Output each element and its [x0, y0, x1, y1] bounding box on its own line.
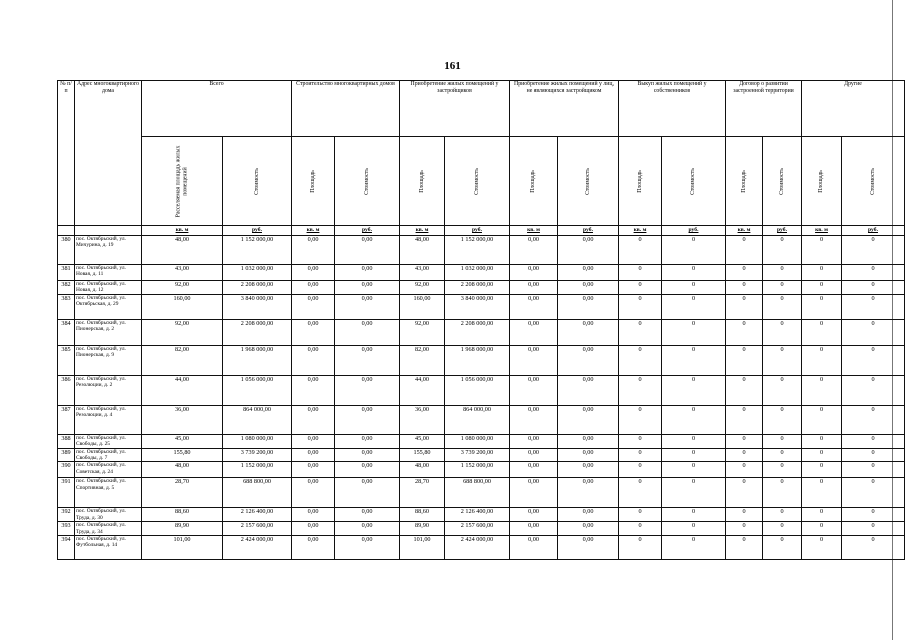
other-area: 0	[802, 281, 842, 295]
developers-area: 28,70	[400, 478, 445, 508]
total-area: 36,00	[142, 405, 223, 434]
contract-cost: 0	[763, 508, 802, 522]
contract-cost: 0	[763, 236, 802, 265]
subheader-cost: Стоимость	[763, 137, 802, 226]
buyout-area: 0	[619, 508, 662, 522]
group-header-total: Всего	[142, 81, 292, 137]
construction-cost: 0,00	[335, 236, 400, 265]
non-developers-area: 0,00	[510, 448, 558, 462]
total-cost: 1 968 000,00	[223, 345, 292, 375]
developers-cost: 1 968 000,00	[445, 345, 510, 375]
group-header-development-contract: Договор о развитии застроенной территории	[726, 81, 802, 137]
non-developers-cost: 0,00	[558, 319, 619, 345]
row-address: пос. Октябрьский, ул. Советская, д. 24	[75, 462, 142, 478]
row-number: 386	[58, 375, 75, 405]
total-cost: 2 208 000,00	[223, 319, 292, 345]
unit-rub: руб.	[763, 226, 802, 236]
non-developers-area: 0,00	[510, 281, 558, 295]
page-number: 161	[444, 60, 461, 72]
non-developers-area: 0,00	[510, 462, 558, 478]
buyout-area: 0	[619, 265, 662, 281]
subheader-settled-area: Расселяемая площадь жилых помещений	[142, 137, 223, 226]
unit-sqm: кв. м	[726, 226, 763, 236]
other-cost: 0	[842, 281, 905, 295]
developers-cost: 1 152 000,00	[445, 462, 510, 478]
buyout-cost: 0	[662, 294, 726, 319]
group-header-buyout: Выкуп жилых помещений у собственников	[619, 81, 726, 137]
contract-area: 0	[726, 522, 763, 536]
table-row	[58, 236, 905, 265]
developers-cost: 2 126 400,00	[445, 508, 510, 522]
row-address: пос. Октябрьский, ул. Резолюции, д. 4	[75, 405, 142, 434]
unit-sqm: кв. м	[142, 226, 223, 236]
row-number: 391	[58, 478, 75, 508]
row-address: пос. Октябрьский, ул. Футбольная, д. 14	[75, 536, 142, 560]
table-row	[58, 281, 905, 295]
buyout-cost: 0	[662, 281, 726, 295]
contract-area: 0	[726, 319, 763, 345]
non-developers-cost: 0,00	[558, 522, 619, 536]
non-developers-cost: 0,00	[558, 345, 619, 375]
unit-sqm: кв. м	[292, 226, 335, 236]
other-cost: 0	[842, 265, 905, 281]
row-address: пос. Октябрьский, ул. Свободы, д. 7	[75, 448, 142, 462]
row-number: 385	[58, 345, 75, 375]
subheader-area: Площадь	[510, 137, 558, 226]
other-area: 0	[802, 536, 842, 560]
row-address: пос. Октябрьский, ул. Спортивная, д. 5	[75, 478, 142, 508]
total-area: 92,00	[142, 281, 223, 295]
contract-cost: 0	[763, 536, 802, 560]
row-number: 383	[58, 294, 75, 319]
row-number: 394	[58, 536, 75, 560]
construction-area: 0,00	[292, 345, 335, 375]
developers-cost: 2 208 000,00	[445, 319, 510, 345]
construction-cost: 0,00	[335, 405, 400, 434]
non-developers-area: 0,00	[510, 508, 558, 522]
non-developers-cost: 0,00	[558, 294, 619, 319]
row-address: пос. Октябрьский, ул. Труда, д. 30	[75, 508, 142, 522]
contract-cost: 0	[763, 434, 802, 448]
developers-cost: 688 800,00	[445, 478, 510, 508]
buyout-area: 0	[619, 522, 662, 536]
developers-cost: 1 080 000,00	[445, 434, 510, 448]
other-area: 0	[802, 265, 842, 281]
developers-cost: 3 840 000,00	[445, 294, 510, 319]
row-number: 392	[58, 508, 75, 522]
buyout-cost: 0	[662, 375, 726, 405]
construction-area: 0,00	[292, 536, 335, 560]
contract-cost: 0	[763, 448, 802, 462]
other-cost: 0	[842, 434, 905, 448]
developers-area: 45,00	[400, 434, 445, 448]
developers-area: 160,00	[400, 294, 445, 319]
other-cost: 0	[842, 405, 905, 434]
construction-cost: 0,00	[335, 375, 400, 405]
table-row	[58, 462, 905, 478]
subheader-cost: Стоимость	[223, 137, 292, 226]
unit-rub: руб.	[335, 226, 400, 236]
subheader-cost: Стоимость	[558, 137, 619, 226]
contract-cost: 0	[763, 281, 802, 295]
other-area: 0	[802, 478, 842, 508]
row-address: пос. Октябрьский, ул. Труда, д. 34	[75, 522, 142, 536]
non-developers-cost: 0,00	[558, 536, 619, 560]
construction-area: 0,00	[292, 448, 335, 462]
group-header-other: Другие	[802, 81, 905, 137]
non-developers-area: 0,00	[510, 478, 558, 508]
subheader-area: Площадь	[292, 137, 335, 226]
table-row	[58, 405, 905, 434]
construction-cost: 0,00	[335, 319, 400, 345]
table-row	[58, 434, 905, 448]
total-cost: 2 208 000,00	[223, 281, 292, 295]
row-number: 384	[58, 319, 75, 345]
unit-sqm: кв. м	[802, 226, 842, 236]
row-address: пос. Октябрьский, ул. Новая, д. 11	[75, 265, 142, 281]
non-developers-area: 0,00	[510, 294, 558, 319]
buyout-cost: 0	[662, 265, 726, 281]
subheader-area: Площадь	[802, 137, 842, 226]
non-developers-area: 0,00	[510, 375, 558, 405]
construction-cost: 0,00	[335, 281, 400, 295]
other-cost: 0	[842, 508, 905, 522]
developers-cost: 2 208 000,00	[445, 281, 510, 295]
non-developers-cost: 0,00	[558, 434, 619, 448]
buyout-area: 0	[619, 281, 662, 295]
other-area: 0	[802, 405, 842, 434]
other-area: 0	[802, 375, 842, 405]
total-area: 92,00	[142, 319, 223, 345]
group-header-construction: Строительство многоквартирных домов	[292, 81, 400, 137]
construction-area: 0,00	[292, 405, 335, 434]
non-developers-area: 0,00	[510, 405, 558, 434]
developers-area: 44,00	[400, 375, 445, 405]
contract-cost: 0	[763, 265, 802, 281]
non-developers-area: 0,00	[510, 536, 558, 560]
col-header-address: Адрес многоквартирного дома	[75, 81, 142, 226]
non-developers-area: 0,00	[510, 434, 558, 448]
contract-area: 0	[726, 281, 763, 295]
buyout-cost: 0	[662, 462, 726, 478]
other-area: 0	[802, 508, 842, 522]
other-cost: 0	[842, 236, 905, 265]
other-area: 0	[802, 434, 842, 448]
unit-rub: руб.	[842, 226, 905, 236]
group-header-from-non-developers: Приобретение жилых помещений у лиц, не являющихся застройщиком	[510, 81, 619, 137]
total-cost: 3 739 200,00	[223, 448, 292, 462]
other-area: 0	[802, 522, 842, 536]
total-cost: 1 152 000,00	[223, 236, 292, 265]
non-developers-cost: 0,00	[558, 405, 619, 434]
total-area: 48,00	[142, 462, 223, 478]
total-area: 89,90	[142, 522, 223, 536]
subheader-area: Площадь	[400, 137, 445, 226]
contract-area: 0	[726, 405, 763, 434]
subheader-area: Площадь	[726, 137, 763, 226]
total-cost: 688 800,00	[223, 478, 292, 508]
other-area: 0	[802, 462, 842, 478]
table-row	[58, 265, 905, 281]
construction-cost: 0,00	[335, 434, 400, 448]
unit-rub: руб.	[223, 226, 292, 236]
table-body	[58, 236, 905, 560]
contract-cost: 0	[763, 478, 802, 508]
buyout-cost: 0	[662, 536, 726, 560]
table-row	[58, 448, 905, 462]
construction-cost: 0,00	[335, 462, 400, 478]
developers-cost: 2 424 000,00	[445, 536, 510, 560]
contract-area: 0	[726, 462, 763, 478]
unit-sqm: кв. м	[400, 226, 445, 236]
construction-cost: 0,00	[335, 536, 400, 560]
developers-cost: 1 152 000,00	[445, 236, 510, 265]
non-developers-cost: 0,00	[558, 508, 619, 522]
row-address: пос. Октябрьский, ул. Новая, д. 12	[75, 281, 142, 295]
other-area: 0	[802, 448, 842, 462]
row-address: пос. Октябрьский, ул. Пионерская, д. 2	[75, 319, 142, 345]
developers-area: 88,60	[400, 508, 445, 522]
total-area: 101,00	[142, 536, 223, 560]
other-cost: 0	[842, 319, 905, 345]
buyout-area: 0	[619, 345, 662, 375]
construction-area: 0,00	[292, 319, 335, 345]
buyout-area: 0	[619, 478, 662, 508]
row-number: 388	[58, 434, 75, 448]
non-developers-cost: 0,00	[558, 281, 619, 295]
buyout-area: 0	[619, 294, 662, 319]
contract-cost: 0	[763, 462, 802, 478]
total-area: 160,00	[142, 294, 223, 319]
total-cost: 1 152 000,00	[223, 462, 292, 478]
buyout-cost: 0	[662, 522, 726, 536]
other-cost: 0	[842, 294, 905, 319]
other-cost: 0	[842, 478, 905, 508]
construction-area: 0,00	[292, 265, 335, 281]
row-address: пос. Октябрьский, ул. Пионерская, д. 9	[75, 345, 142, 375]
developers-area: 101,00	[400, 536, 445, 560]
unit-rub: руб.	[558, 226, 619, 236]
buyout-cost: 0	[662, 478, 726, 508]
other-cost: 0	[842, 375, 905, 405]
construction-cost: 0,00	[335, 522, 400, 536]
total-area: 82,00	[142, 345, 223, 375]
developers-cost: 864 000,00	[445, 405, 510, 434]
contract-area: 0	[726, 478, 763, 508]
other-cost: 0	[842, 345, 905, 375]
unit-sqm: кв. м	[619, 226, 662, 236]
developers-area: 43,00	[400, 265, 445, 281]
other-area: 0	[802, 319, 842, 345]
total-area: 88,60	[142, 508, 223, 522]
contract-area: 0	[726, 345, 763, 375]
total-area: 45,00	[142, 434, 223, 448]
non-developers-area: 0,00	[510, 265, 558, 281]
construction-area: 0,00	[292, 281, 335, 295]
non-developers-cost: 0,00	[558, 448, 619, 462]
table-row	[58, 319, 905, 345]
row-number: 380	[58, 236, 75, 265]
table-row	[58, 522, 905, 536]
contract-cost: 0	[763, 345, 802, 375]
contract-cost: 0	[763, 294, 802, 319]
developers-area: 155,80	[400, 448, 445, 462]
contract-cost: 0	[763, 405, 802, 434]
other-area: 0	[802, 345, 842, 375]
non-developers-cost: 0,00	[558, 478, 619, 508]
contract-cost: 0	[763, 319, 802, 345]
contract-area: 0	[726, 375, 763, 405]
non-developers-area: 0,00	[510, 319, 558, 345]
total-cost: 1 080 000,00	[223, 434, 292, 448]
other-area: 0	[802, 294, 842, 319]
buyout-area: 0	[619, 236, 662, 265]
construction-area: 0,00	[292, 434, 335, 448]
construction-cost: 0,00	[335, 345, 400, 375]
non-developers-cost: 0,00	[558, 462, 619, 478]
table-row	[58, 345, 905, 375]
total-area: 43,00	[142, 265, 223, 281]
contract-area: 0	[726, 448, 763, 462]
subheader-cost: Стоимость	[842, 137, 905, 226]
construction-cost: 0,00	[335, 508, 400, 522]
contract-area: 0	[726, 508, 763, 522]
buyout-cost: 0	[662, 405, 726, 434]
buyout-area: 0	[619, 434, 662, 448]
row-address: пос. Октябрьский, ул. Октябрьская, д. 29	[75, 294, 142, 319]
subheader-area: Площадь	[619, 137, 662, 226]
contract-cost: 0	[763, 375, 802, 405]
total-area: 48,00	[142, 236, 223, 265]
buyout-cost: 0	[662, 434, 726, 448]
buyout-cost: 0	[662, 508, 726, 522]
developers-area: 36,00	[400, 405, 445, 434]
buyout-area: 0	[619, 462, 662, 478]
buyout-cost: 0	[662, 319, 726, 345]
non-developers-cost: 0,00	[558, 375, 619, 405]
contract-cost: 0	[763, 522, 802, 536]
other-cost: 0	[842, 448, 905, 462]
row-address: пос. Октябрьский, ул. Свободы, д. 25	[75, 434, 142, 448]
contract-area: 0	[726, 536, 763, 560]
row-number: 389	[58, 448, 75, 462]
developers-area: 48,00	[400, 462, 445, 478]
total-cost: 1 056 000,00	[223, 375, 292, 405]
row-address: пос. Октябрьский, ул. Мичурина, д. 19	[75, 236, 142, 265]
construction-area: 0,00	[292, 522, 335, 536]
unit-spacer	[75, 226, 142, 236]
developers-cost: 1 056 000,00	[445, 375, 510, 405]
subheader-cost: Стоимость	[662, 137, 726, 226]
unit-rub: руб.	[662, 226, 726, 236]
buyout-cost: 0	[662, 236, 726, 265]
developers-cost: 1 032 000,00	[445, 265, 510, 281]
table-row	[58, 294, 905, 319]
construction-cost: 0,00	[335, 265, 400, 281]
other-area: 0	[802, 236, 842, 265]
developers-area: 92,00	[400, 319, 445, 345]
construction-cost: 0,00	[335, 478, 400, 508]
non-developers-cost: 0,00	[558, 265, 619, 281]
developers-cost: 2 157 600,00	[445, 522, 510, 536]
construction-area: 0,00	[292, 478, 335, 508]
total-area: 28,70	[142, 478, 223, 508]
developers-area: 92,00	[400, 281, 445, 295]
non-developers-area: 0,00	[510, 236, 558, 265]
other-cost: 0	[842, 536, 905, 560]
resettlement-table	[57, 80, 905, 560]
construction-area: 0,00	[292, 294, 335, 319]
construction-area: 0,00	[292, 375, 335, 405]
row-number: 381	[58, 265, 75, 281]
contract-area: 0	[726, 294, 763, 319]
developers-area: 48,00	[400, 236, 445, 265]
other-cost: 0	[842, 522, 905, 536]
buyout-cost: 0	[662, 448, 726, 462]
row-address: пос. Октябрьский, ул. Резолюции, д. 2	[75, 375, 142, 405]
unit-spacer	[58, 226, 75, 236]
buyout-cost: 0	[662, 345, 726, 375]
non-developers-cost: 0,00	[558, 236, 619, 265]
other-cost: 0	[842, 462, 905, 478]
total-cost: 2 157 600,00	[223, 522, 292, 536]
total-area: 155,80	[142, 448, 223, 462]
table-row	[58, 478, 905, 508]
row-number: 382	[58, 281, 75, 295]
buyout-area: 0	[619, 405, 662, 434]
buyout-area: 0	[619, 536, 662, 560]
subheader-cost: Стоимость	[335, 137, 400, 226]
col-header-no: № п/п	[58, 81, 75, 226]
row-number: 390	[58, 462, 75, 478]
contract-area: 0	[726, 434, 763, 448]
total-cost: 2 126 400,00	[223, 508, 292, 522]
buyout-area: 0	[619, 448, 662, 462]
subheader-cost: Стоимость	[445, 137, 510, 226]
unit-sqm: кв. м	[510, 226, 558, 236]
total-cost: 864 000,00	[223, 405, 292, 434]
row-number: 387	[58, 405, 75, 434]
construction-cost: 0,00	[335, 448, 400, 462]
total-cost: 3 840 000,00	[223, 294, 292, 319]
total-area: 44,00	[142, 375, 223, 405]
construction-area: 0,00	[292, 462, 335, 478]
developers-area: 82,00	[400, 345, 445, 375]
buyout-area: 0	[619, 319, 662, 345]
buyout-area: 0	[619, 375, 662, 405]
non-developers-area: 0,00	[510, 522, 558, 536]
construction-area: 0,00	[292, 236, 335, 265]
contract-area: 0	[726, 265, 763, 281]
contract-area: 0	[726, 236, 763, 265]
group-header-from-developers: Приобретение жилых помещений у застройщиков	[400, 81, 510, 137]
table-row	[58, 508, 905, 522]
unit-rub: руб.	[445, 226, 510, 236]
total-cost: 1 032 000,00	[223, 265, 292, 281]
non-developers-area: 0,00	[510, 345, 558, 375]
developers-cost: 3 739 200,00	[445, 448, 510, 462]
table-row	[58, 536, 905, 560]
table-row	[58, 375, 905, 405]
total-cost: 2 424 000,00	[223, 536, 292, 560]
row-number: 393	[58, 522, 75, 536]
developers-area: 89,90	[400, 522, 445, 536]
construction-cost: 0,00	[335, 294, 400, 319]
construction-area: 0,00	[292, 508, 335, 522]
